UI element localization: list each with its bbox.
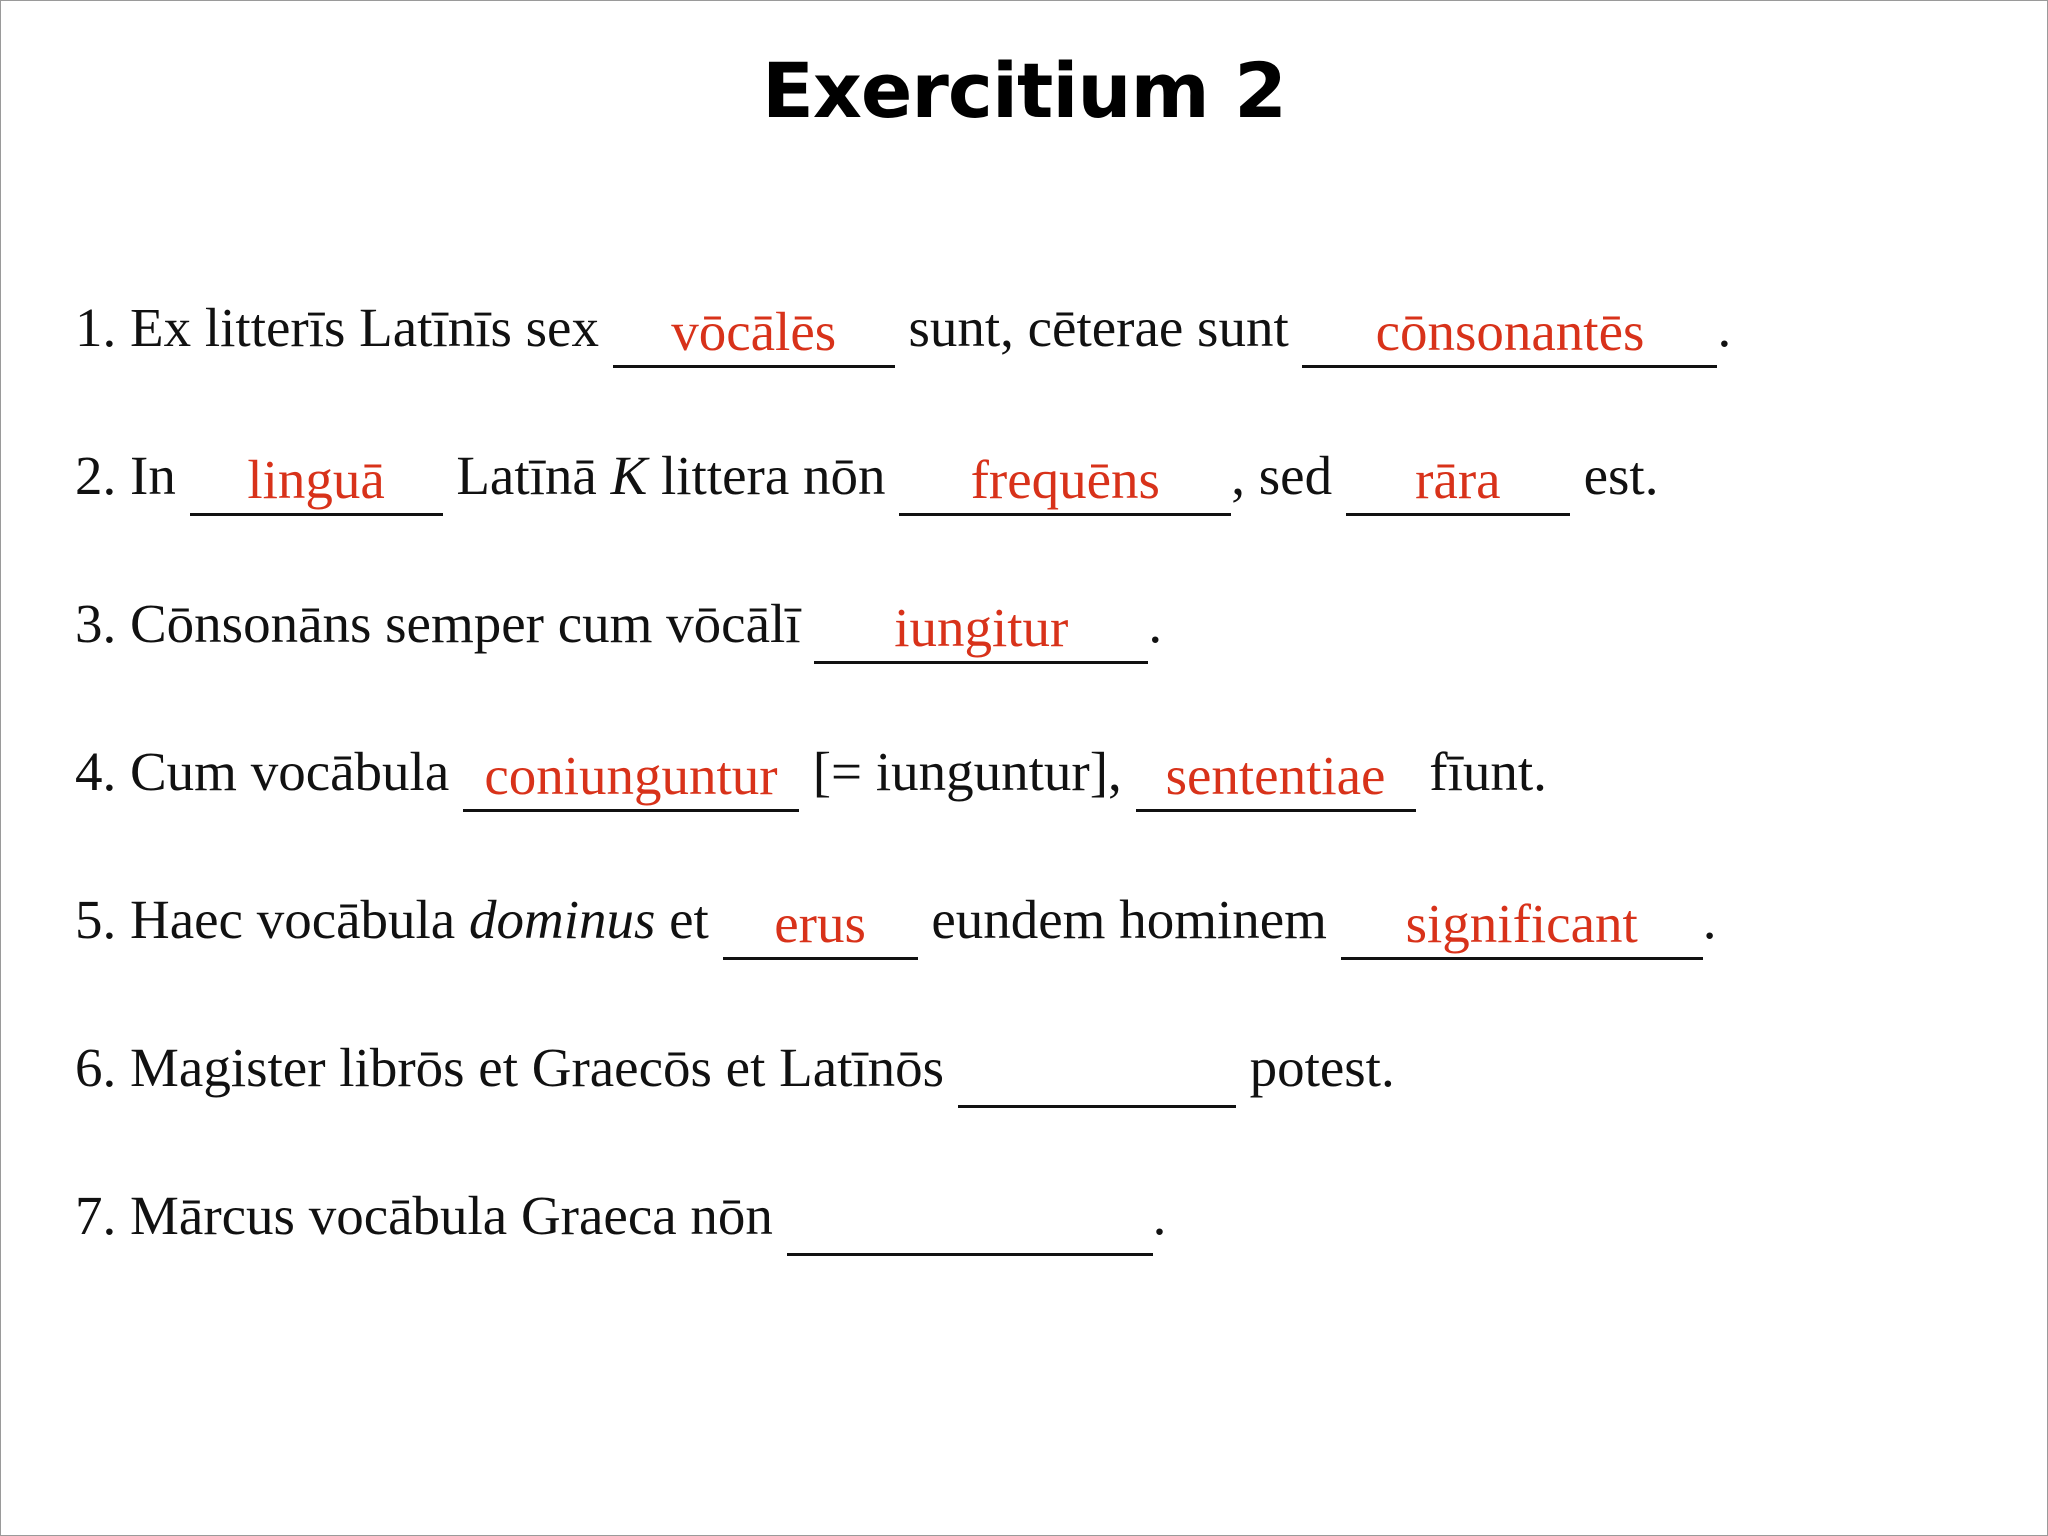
answer-text: iungitur	[894, 597, 1069, 658]
answer-blank	[723, 880, 918, 960]
item-text: 1. Ex litterīs Latīnīs sex	[75, 297, 613, 358]
item-text: 7. Mārcus vocābula Graeca nōn	[75, 1185, 787, 1246]
item-italic-text: K	[610, 445, 648, 506]
answer-text: rāra	[1415, 449, 1501, 510]
item-text: est.	[1569, 445, 1659, 506]
answer-blank	[613, 288, 895, 368]
answer-text: sententiae	[1165, 745, 1386, 806]
item-text: fīunt.	[1415, 741, 1547, 802]
answer-blank	[190, 436, 443, 516]
item-text: Latīnā	[442, 445, 611, 506]
page-title: Exercitium 2	[761, 46, 1287, 135]
exercise-item-4	[75, 732, 1547, 812]
answer-text: coniunguntur	[484, 745, 778, 806]
item-text: potest.	[1235, 1037, 1395, 1098]
answer-text: significant	[1405, 893, 1638, 954]
item-text: sunt, cēterae sunt	[894, 297, 1303, 358]
answer-blank	[899, 436, 1231, 516]
item-text: 6. Magister librōs et Graecōs et Latīnōs	[75, 1037, 958, 1098]
item-text: 4. Cum vocābula	[75, 741, 463, 802]
item-text: et	[655, 889, 723, 950]
exercise-item-7	[75, 1176, 1166, 1256]
item-text: .	[1152, 1185, 1167, 1246]
item-text: 2. In	[75, 445, 190, 506]
answer-text: frequēns	[970, 449, 1160, 510]
item-text: 3. Cōnsonāns semper cum vōcālī	[75, 593, 815, 654]
exercise-item-6	[75, 1028, 1395, 1108]
item-text: eundem hominem	[917, 889, 1341, 950]
answer-text: linguā	[247, 449, 385, 510]
answer-blank	[787, 1176, 1153, 1256]
exercise-item-1	[75, 288, 1731, 368]
answer-blank	[1346, 436, 1570, 516]
item-text: .	[1148, 593, 1163, 654]
item-text: , sed	[1231, 445, 1346, 506]
item-text: 5. Haec vocābula	[75, 889, 469, 950]
answer-blank	[1341, 880, 1703, 960]
answer-blank	[814, 584, 1148, 664]
answer-blank	[958, 1028, 1236, 1108]
answer-text: vōcālēs	[671, 301, 837, 362]
item-text: [= iunguntur],	[798, 741, 1136, 802]
item-text: littera nōn	[647, 445, 900, 506]
exercise-item-2	[75, 436, 1658, 516]
answer-blank	[1136, 732, 1416, 812]
item-text: .	[1717, 297, 1732, 358]
item-text: .	[1702, 889, 1717, 950]
answer-text: cōnsonantēs	[1375, 301, 1645, 362]
answer-blank	[1302, 288, 1717, 368]
answer-text: erus	[774, 893, 866, 954]
exercise-item-5	[75, 880, 1716, 960]
exercise-item-3	[75, 584, 1162, 664]
item-italic-text: dominus	[468, 889, 656, 950]
answer-blank	[463, 732, 799, 812]
